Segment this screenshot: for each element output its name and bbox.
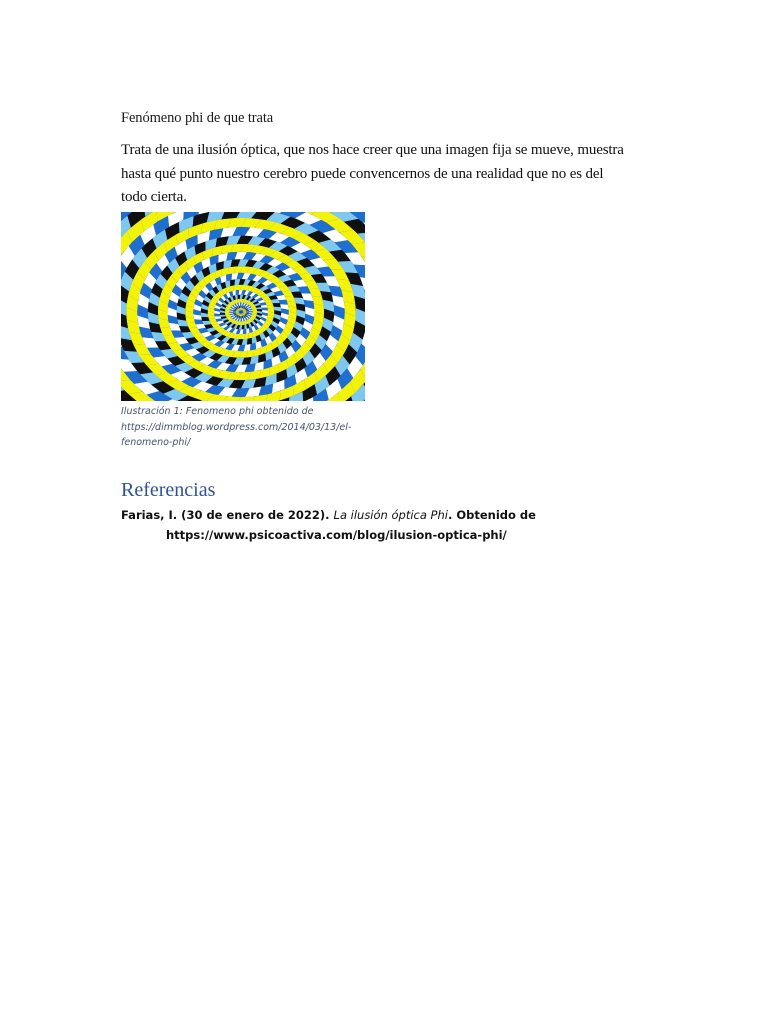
illusion-tile <box>240 308 241 310</box>
reference-suffix: . Obtenido de <box>447 508 536 522</box>
section-heading: Fenómeno phi de que trata <box>121 110 274 126</box>
optical-illusion-image <box>121 212 365 401</box>
reference-url[interactable]: https://www.psicoactiva.com/blog/ilusion-optica-phi/ <box>166 528 507 542</box>
references-heading: Referencias <box>121 479 216 501</box>
reference-title: La ilusión óptica Phi <box>333 508 448 522</box>
illusion-tile <box>201 317 209 321</box>
illusion-tile <box>230 279 235 286</box>
body-paragraph: Trata de una ilusión óptica, que nos hace creer que una imagen fija se mueve, muestra hasta qué punto nuestro cerebro puede convencernos de una realidad que no es del todo cierta. <box>121 142 624 205</box>
illusion-tile <box>247 338 252 345</box>
figure-caption: Ilustración 1: Fenomeno phi obtenido de https://dimmblog.wordpress.com/2014/03/13/el-fenomeno-phi/ <box>121 406 352 448</box>
reference-entry <box>121 505 706 545</box>
illusion-tile <box>267 306 274 310</box>
illusion-tile <box>241 314 242 316</box>
illusion-tile <box>208 315 215 319</box>
reference-authors-date: Farias, I. (30 de enero de 2022). <box>121 508 330 522</box>
illusion-tile <box>273 303 281 307</box>
